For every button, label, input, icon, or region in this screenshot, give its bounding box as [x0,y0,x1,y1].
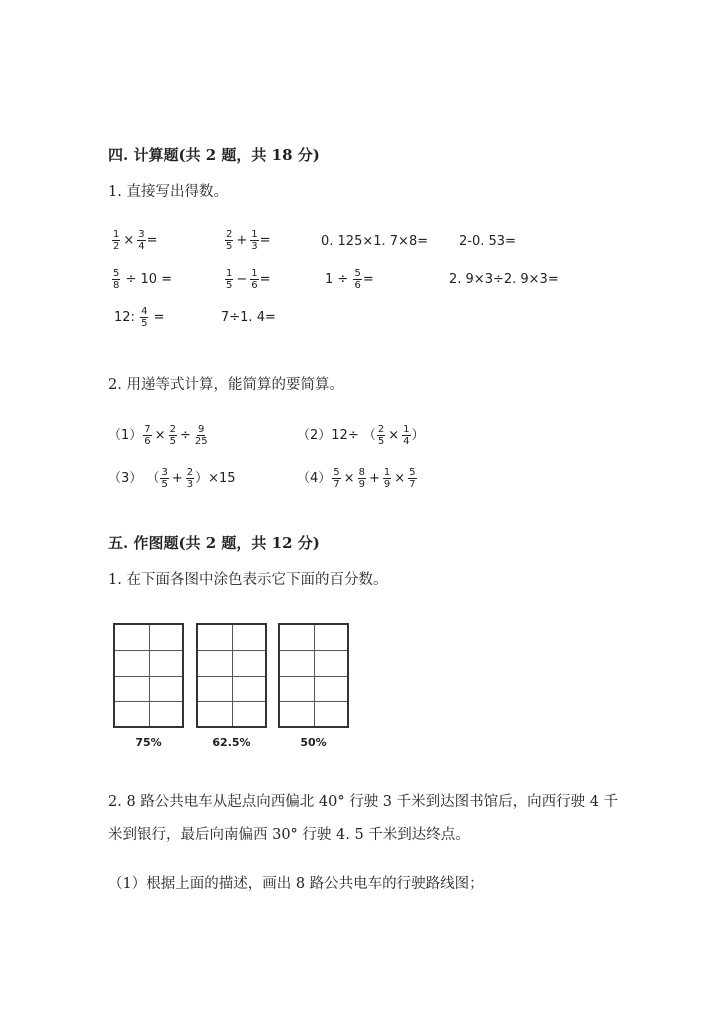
problem-1: （1） $\frac{7}{6}$ × $\frac{2}{5}$ ÷ $\frac{9}{25}$ [108,424,208,447]
grid-divider [280,676,347,677]
grid-divider [115,650,182,651]
drawing-question-2-line-2: 米到银行，最后向南偏西 30° 行驶 4. 5 千米到达终点。 [108,827,470,843]
question-2-prompt: 2. 用递等式计算，能简算的要简算。 [108,377,344,393]
expr-3b: 7÷1. 4= [221,310,276,325]
grid-divider [198,701,265,702]
problem-2: （2）12÷ （ $\frac{2}{5}$ × $\frac{1}{4}$ ） [297,424,425,447]
section-4-title: 四. 计算题(共 2 题，共 18 分) [108,146,320,164]
drawing-question-2-sub-1: （1）根据上面的描述，画出 8 路公共电车的行驶路线图； [108,876,484,892]
expr-1d: 2-0. 53= [459,234,516,249]
grid-divider [280,701,347,702]
grid-divider [198,676,265,677]
question-1-prompt: 1. 直接写出得数。 [108,184,228,200]
expr-1a: $\frac{1}{2}$ × $\frac{3}{4}$ = [113,229,158,252]
grid-divider [115,676,182,677]
grid-divider [280,650,347,651]
problem-3: （3） （ $\frac{3}{5}$ + $\frac{2}{3}$ ）×15 [108,467,236,490]
drawing-question-1-prompt: 1. 在下面各图中涂色表示它下面的百分数。 [108,572,388,588]
percent-grid-3[interactable] [278,623,349,728]
expr-1c: 0. 125×1. 7×8= [321,234,429,249]
grid-1-label: 75% [135,736,162,749]
grid-3-label: 50% [300,736,327,749]
percent-grid-2[interactable] [196,623,267,728]
expr-2d: 2. 9×3÷2. 9×3= [449,272,559,287]
grid-divider [115,701,182,702]
problem-4: （4） $\frac{5}{7}$ × $\frac{8}{9}$ + $\frac{1}{9}$ × $\frac{5}{7}$ [297,467,416,490]
expr-2a: $\frac{5}{8}$ ÷ 10 = [113,268,173,291]
grid-divider [198,650,265,651]
expr-2c: 1 ÷ $\frac{5}{6}$ = [325,268,374,291]
expr-3a: 12: $\frac{4}{5}$ = [114,306,165,329]
drawing-question-2-line-1: 2. 8 路公共电车从起点向西偏北 40° 行驶 3 千米到达图书馆后，向西行驶 4 千 [108,794,619,810]
expr-2b: $\frac{1}{5}$ − $\frac{1}{6}$ = [226,268,271,291]
section-5-title: 五. 作图题(共 2 题，共 12 分) [108,534,320,552]
grid-2-label: 62.5% [212,736,251,749]
percent-grid-1[interactable] [113,623,184,728]
expr-1b: $\frac{2}{5}$ + $\frac{1}{3}$ = [226,229,271,252]
